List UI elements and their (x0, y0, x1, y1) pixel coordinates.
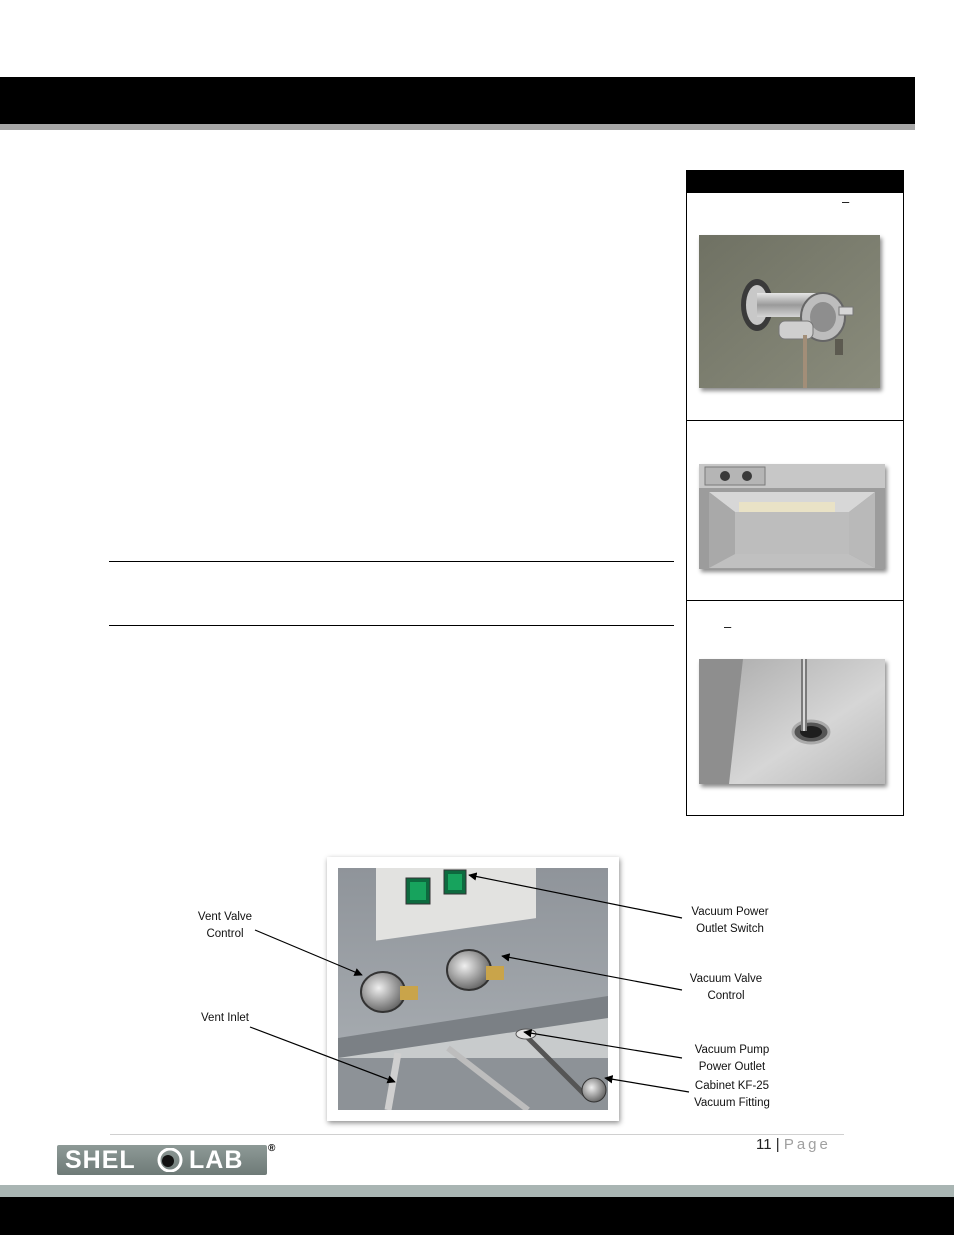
callout-vacuum-valve-control: Vacuum Valve Control (689, 973, 763, 1002)
logo-circle-icon (157, 1148, 183, 1172)
arrow-vacuum-pump (524, 1032, 682, 1058)
callout-vacuum-pump-power-outlet: Vacuum Pump Power Outlet (694, 1044, 770, 1073)
footer-stripe (0, 1185, 954, 1197)
shellab-logo (57, 1145, 267, 1175)
arrow-vacuum-valve (502, 956, 682, 990)
logo-text-right: LAB (189, 1146, 244, 1174)
sidebar-dash-1: – (842, 194, 850, 209)
registered-mark: ® (268, 1143, 276, 1154)
footer-bar (0, 1197, 954, 1235)
page-number: 11 (756, 1136, 772, 1153)
arrow-vent-inlet (250, 1027, 395, 1082)
callout-vacuum-power-outlet-switch: Vacuum Power Outlet Switch (691, 906, 769, 935)
arrow-vacuum-power (469, 875, 682, 918)
logo-text-left: SHEL (65, 1146, 136, 1174)
arrow-kf25 (605, 1078, 689, 1092)
callout-cabinet-kf25-fitting: Cabinet KF-25 Vacuum Fitting (694, 1080, 770, 1109)
footer-rule (110, 1134, 844, 1135)
callout-vent-inlet: Vent Inlet (201, 1012, 249, 1024)
callout-vent-valve-control: Vent Valve Control (197, 911, 253, 940)
page-number-block (756, 1136, 831, 1153)
page-label: Page (783, 1136, 831, 1153)
sidebar-dash-2: – (724, 619, 732, 634)
page-separator: | (775, 1136, 780, 1153)
